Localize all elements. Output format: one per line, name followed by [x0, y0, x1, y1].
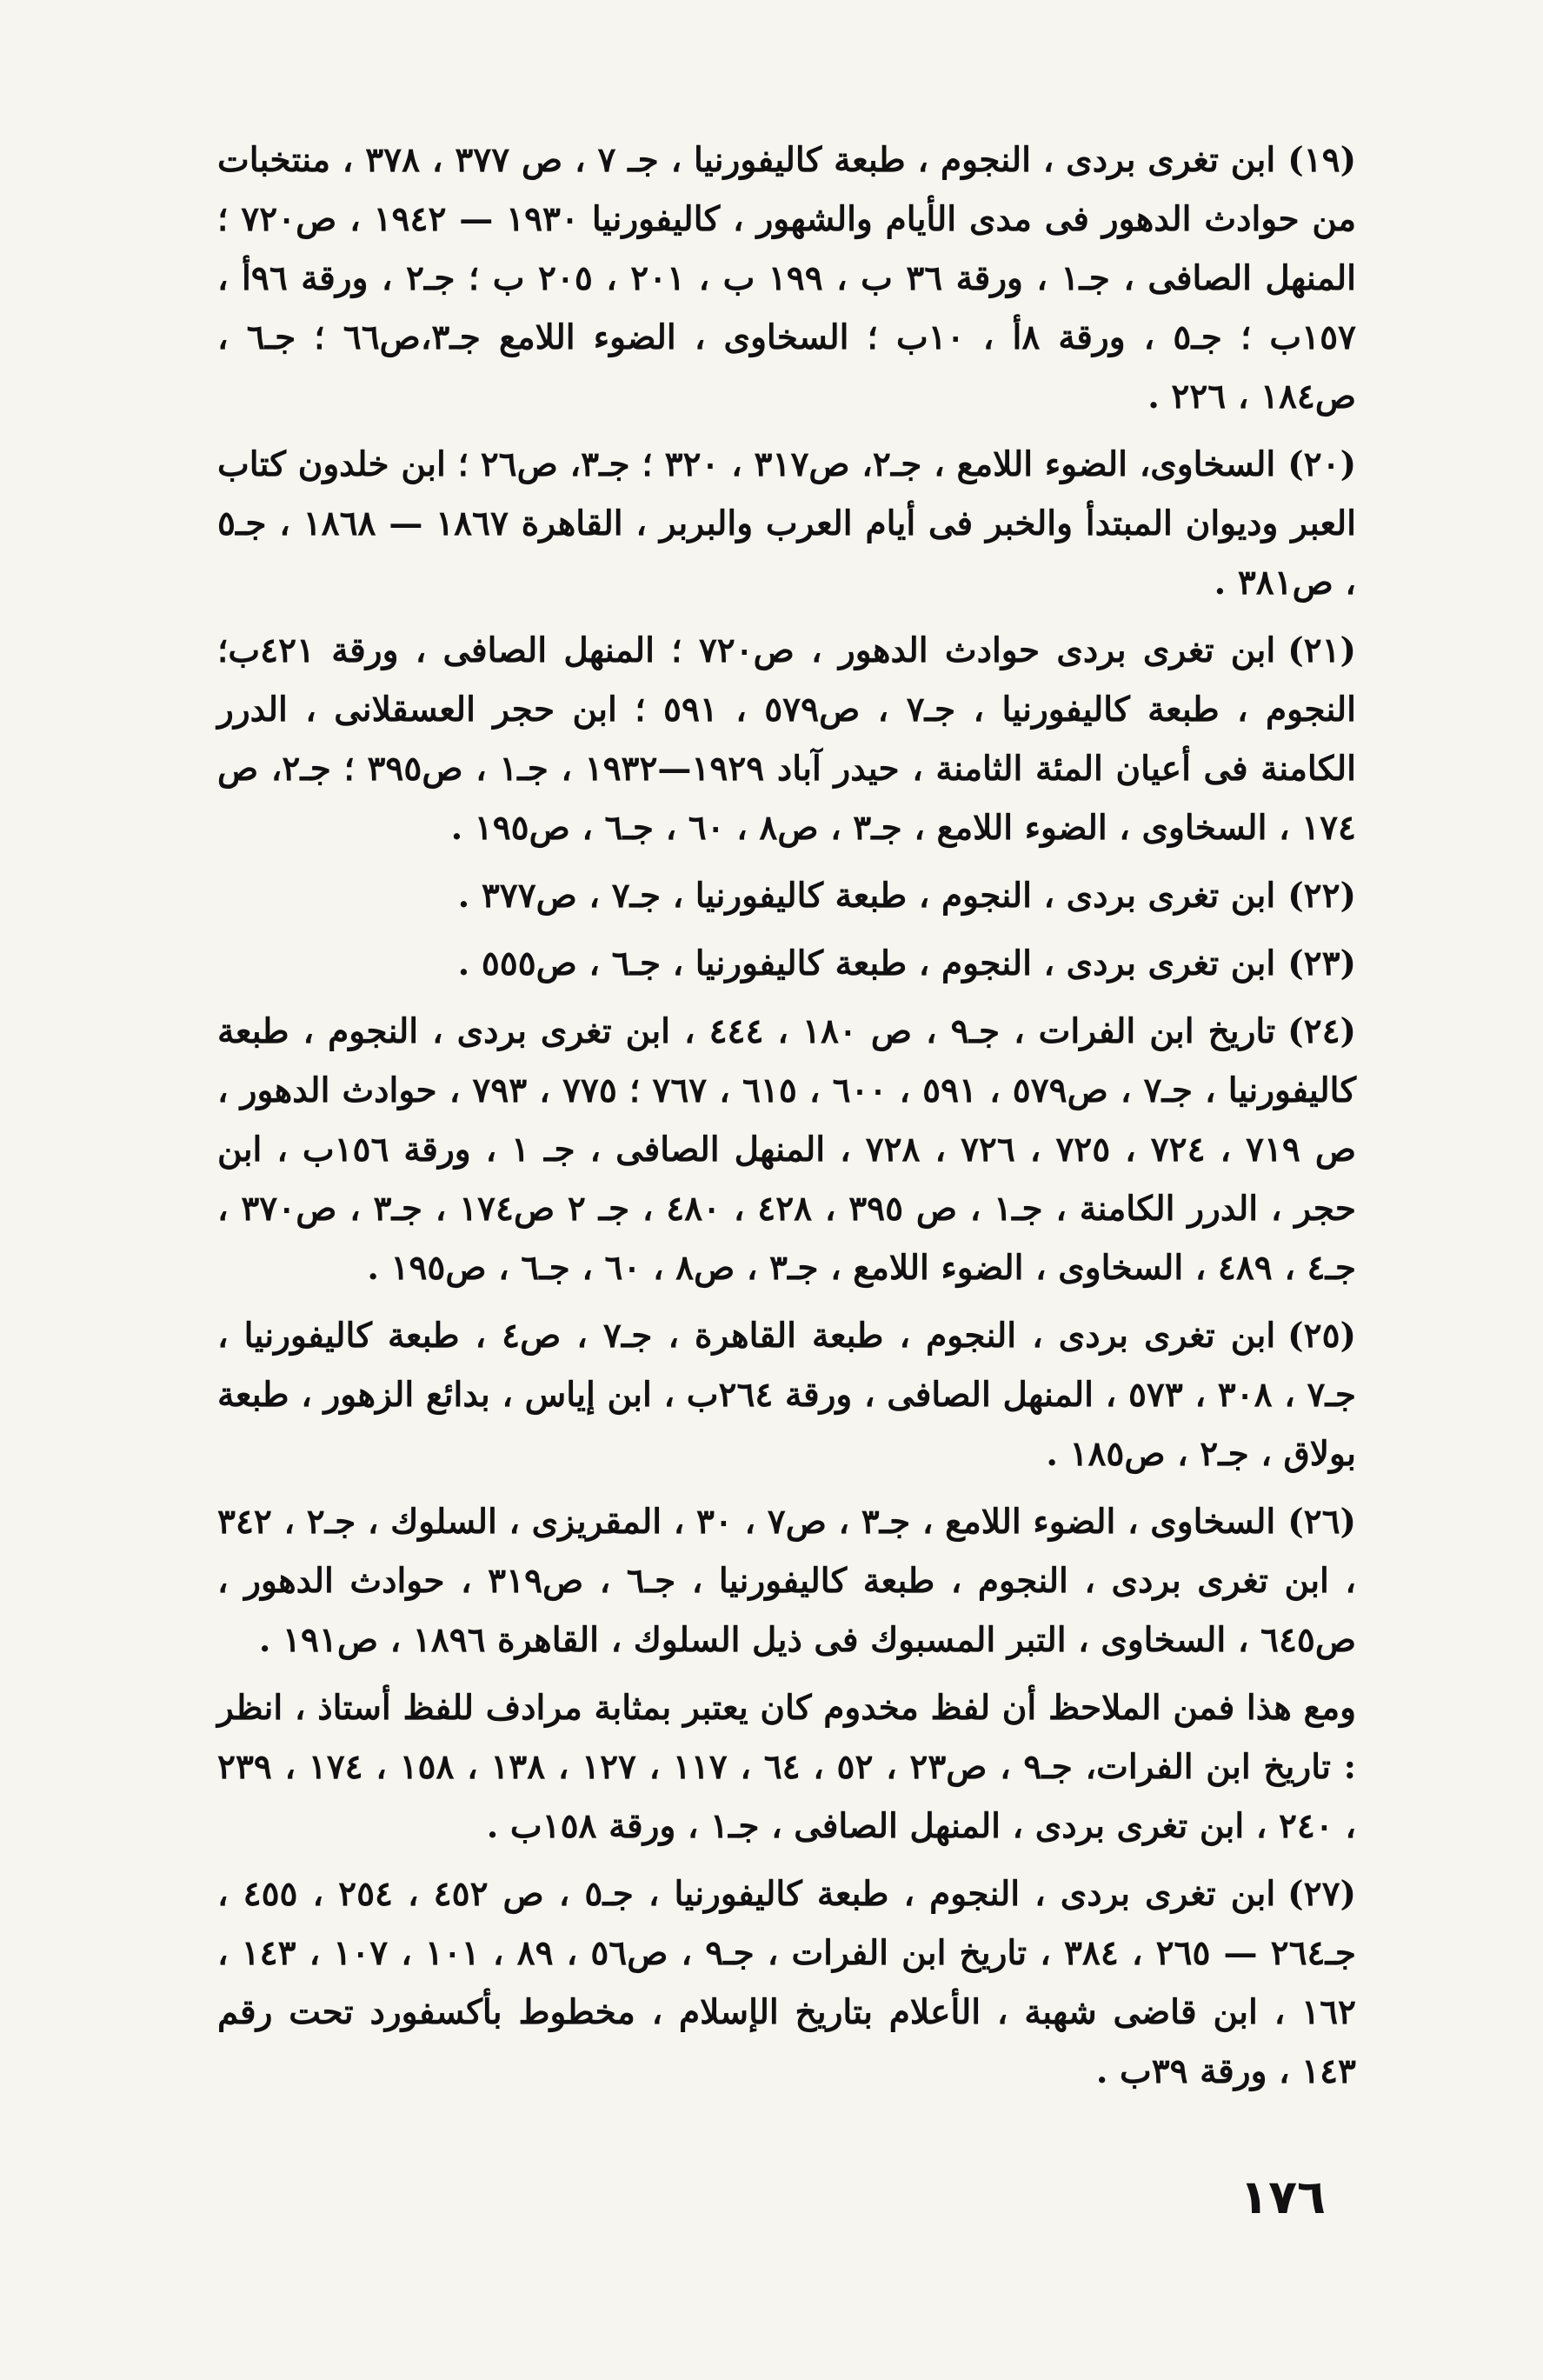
footnote-text: ابن تغرى بردى ، النجوم ، طبعة كاليفورنيا ، جـ٧ ، ص٣٧٧ . — [457, 876, 1276, 916]
footnote-number: (٢٢) — [1287, 876, 1356, 916]
footnote-27 — [217, 1864, 1356, 2101]
footnote-number: (١٩) — [1287, 140, 1357, 180]
footnote-24 — [217, 1002, 1356, 1297]
footnote-25 — [217, 1306, 1356, 1483]
footnote-number: (٢١) — [1287, 630, 1356, 670]
footnote-number: (٢٧) — [1287, 1874, 1356, 1914]
footnote-number: (٢٦) — [1287, 1502, 1356, 1542]
footnote-number: (٢٠) — [1287, 444, 1357, 484]
footnote-number: (٢٣) — [1287, 943, 1356, 983]
footnotes — [217, 130, 1356, 2101]
footnote-number: (٢٥) — [1287, 1316, 1356, 1356]
page-number: ١٧٦ — [1240, 2170, 1326, 2224]
footnote-text: تاريخ ابن الفرات ، جـ٩ ، ص ١٨٠ ، ٤٤٤ ، ابن تغرى بردى ، النجوم ، طبعة كاليفورنيا ، جـ٧ ، ص٥٧٩ ، ٥٩١ ، ٦٠٠ ، ٦١٥ ، ٧٦٧ ؛ ٧٧٥ ، ٧٩٣ ، حوادث الدهور ، ص ٧١٩ ، ٧٢٤ ، ٧٢٥ ، ٧٢٦ ، ٧٢٨ ، المنهل الصافى ، جـ ١ ، ورقة ١٥٦ب ، ابن حجر ، الدرر الكامنة ، جـ١ ، ص ٣٩٥ ، ٤٢٨ ، ٤٨٠ ، جـ ٢ ص١٧٤ ، جـ٣ ، ص٣٧٠ ، جـ٤ ، ٤٨٩ ، السخاوى ، الضوء اللامع ، جـ٣ ، ص٨ ، ٦٠ ، جـ٦ ، ص١٩٥ . — [217, 1011, 1357, 1288]
footnote-20 — [217, 435, 1356, 612]
footnote-22 — [217, 866, 1356, 925]
footnote-number: (٢٤) — [1287, 1011, 1356, 1051]
footnote-26-continuation — [217, 1678, 1356, 1856]
footnote-text: ابن تغرى بردى حوادث الدهور ، ص٧٢٠ ؛ المنهل الصافى ، ورقة ٤٢١ب؛ النجوم ، طبعة كاليفورنيا ، جـ٧ ، ص٥٧٩ ، ٥٩١ ؛ ابن حجر العسقلانى ، الدرر الكامنة فى أعيان المئة الثامنة ، حيدر آباد ١٩٢٩—١٩٣٢ ، جـ١ ، ص٣٩٥ ؛ جـ٢، ص ١٧٤ ، السخاوى ، الضوء اللامع ، جـ٣ ، ص٨ ، ٦٠ ، جـ٦ ، ص١٩٥ . — [217, 630, 1356, 848]
footnote-text: ابن تغرى بردى ، النجوم ، طبعة القاهرة ، جـ٧ ، ص٤ ، طبعة كاليفورنيا ، جـ٧ ، ٣٠٨ ، ٥٧٣ ، المنهل الصافى ، ورقة ٢٦٤ب ، ابن إياس ، بدائع الزهور ، طبعة بولاق ، جـ٢ ، ص١٨٥ . — [217, 1316, 1356, 1474]
footnote-text: ومع هذا فمن الملاحظ أن لفظ مخدوم كان يعتبر بمثابة مرادف للفظ أستاذ ، انظر : تاريخ ابن الفرات، جـ٩ ، ص٢٣ ، ٥٢ ، ٦٤ ، ١١٧ ، ١٢٧ ، ١٣٨ ، ١٥٨ ، ١٧٤ ، ٢٣٩ ، ٢٤٠ ، ابن تغرى بردى ، المنهل الصافى ، جـ١ ، ورقة ١٥٨ب . — [217, 1688, 1357, 1846]
footnote-text: السخاوى ، الضوء اللامع ، جـ٣ ، ص٧ ، ٣٠ ، المقريزى ، السلوك ، جـ٢ ، ٣٤٢ ، ابن تغرى بردى ، النجوم ، طبعة كاليفورنيا ، جـ٦ ، ص٣١٩ ، حوادث الدهور ، ص٦٤٥ ، السخاوى ، التبر المسبوك فى ذيل السلوك ، القاهرة ١٨٩٦ ، ص١٩١ . — [217, 1502, 1356, 1660]
footnote-21 — [217, 621, 1356, 857]
footnote-text: السخاوى، الضوء اللامع ، جـ٢، ص٣١٧ ، ٣٢٠ ؛ جـ٣، ص٢٦ ؛ ابن خلدون كتاب العبر وديوان المبتدأ والخبر فى أيام العرب والبربر ، القاهرة ١٨٦٧ — ١٨٦٨ ، جـ٥ ، ص٣٨١ . — [217, 444, 1357, 603]
footnote-23 — [217, 934, 1356, 993]
footnote-text: ابن تغرى بردى ، النجوم ، طبعة كاليفورنيا ، جـ ٧ ، ص ٣٧٧ ، ٣٧٨ ، منتخبات من حوادث الدهور فى مدى الأيام والشهور ، كاليفورنيا ١٩٣٠ — ١٩٤٢ ، ص٧٢٠ ؛ المنهل الصافى ، جـ١ ، ورقة ٣٦ ب ، ١٩٩ ب ، ٢٠١ ، ٢٠٥ ب ؛ جـ٢ ، ورقة ٩٦أ ، ١٥٧ب ؛ جـ٥ ، ورقة ٨أ ، ١٠ب ؛ السخاوى ، الضوء اللامع جـ٣،ص٦٦ ؛ جـ٦ ، ص١٨٤ ، ٢٢٦ . — [217, 140, 1356, 417]
footnote-text: ابن تغرى بردى ، النجوم ، طبعة كاليفورنيا ، جـ٥ ، ص ٤٥٢ ، ٢٥٤ ، ٤٥٥ ، جـ٢٦٤ — ٢٦٥ ، ٣٨٤ ، تاريخ ابن الفرات ، جـ٩ ، ص٥٦ ، ٨٩ ، ١٠١ ، ١٠٧ ، ١٤٣ ، ١٦٢ ، ابن قاضى شهبة ، الأعلام بتاريخ الإسلام ، مخطوط بأكسفورد تحت رقم ١٤٣ ، ورقة ٣٩ب . — [217, 1874, 1357, 2091]
footnote-text: ابن تغرى بردى ، النجوم ، طبعة كاليفورنيا ، جـ٦ ، ص٥٥٥ . — [457, 943, 1276, 983]
footnote-26 — [217, 1492, 1356, 1670]
footnote-19 — [217, 130, 1356, 426]
